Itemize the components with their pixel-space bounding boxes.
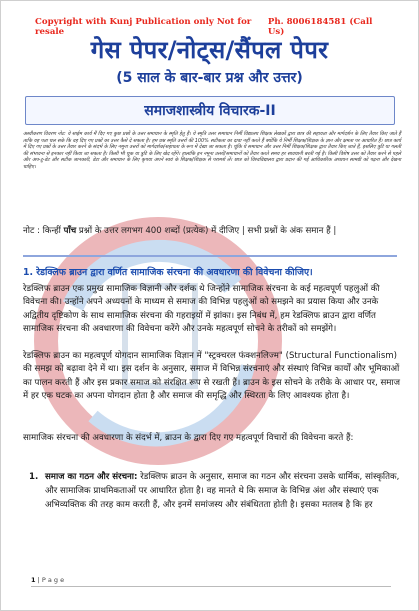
page-footer [31, 576, 64, 584]
divider-line [23, 255, 397, 257]
answer-paragraph-1: रेडक्लिफ ब्राउन एक प्रमुख सामाजिक विज्ञानी और दर्शक थे जिन्होंने सामाजिक संरचना के कई महत्वपूर्ण पहलुओं की विवेचना की। उन्होंने अपने अध्ययनों के माध्यम से समाज की विभिन्न पहलुओं को समझने का प्रयास किया और उनके अद्वितीय दृष्टिकोण के साथ सामाजिक संरचना की गहराइयों में झांका। इस निबंध में, हम रेडक्लिफ ब्राउन द्वारा वर्णित सामाजिक संरचना की अवधारणा की विवेचना करेंगे और उनके महत्वपूर्ण सोचने के तरीकों को समझेंगे। [23, 284, 380, 335]
answer-paragraph-3: सामाजिक संरचना की अवधारणा के संदर्भ में, ब्राउन के द्वारा दिए गए महत्वपूर्ण विचारों की विवेचना करते हैं: [23, 433, 354, 443]
instruction-note [23, 225, 401, 237]
kunj-publication-watermark-logo [33, 216, 283, 466]
copyright-text: Copyright with Kunj Publication only Not for resale [35, 17, 252, 37]
section-title-box [25, 96, 395, 125]
note-prefix: नोट : किन्हीं [23, 226, 64, 236]
phone-text: Ph. 8006184581 (Call Us) [267, 17, 373, 37]
footer-divider [31, 586, 391, 587]
list-item-text: रेडक्लिफ ब्राउन के अनुसार, समाज का गठन और संरचना उसके धार्मिक, सांस्कृतिक, और सामाजिक प्राथमिकताओं पर आधारित होता है। वह मानते थे कि समाज के विभिन्न अंश और संस्थाएं एक अभिव्यक्तिक की तरह काम करती हैं, और इनमें समांजस्य और संबंधितता होती है। इसका मतलब है कि हर [45, 472, 400, 510]
list-item-number: 1. [29, 472, 39, 482]
list-item [29, 470, 401, 512]
page-label: | P a g e [35, 576, 65, 584]
question-heading: 1. रेडक्लिफ ब्राउन द्वारा वर्णित सामाजिक संरचना की अवधारणा की विवेचना कीजिए। [23, 267, 313, 278]
main-title: गेस पेपर/नोट्स/सैंपल पेपर [90, 36, 329, 64]
answer-paragraph-2: रेडक्लिफ ब्राउन का महत्वपूर्ण योगदान सामाजिक विज्ञान में "स्ट्रक्चरल फंक्शनलिज्म" (Structural Functionalism) की समझ को बढ़ावा देने में था। इस दर्शन के अनुसार, समाज में विभिन्न संरचनाएं और संस्थाएं विभिन्न कार्यों और भूमिकाओं का पालन करती हैं और इस प्रकार समाज को संरक्षित रूप से रखती हैं। ब्राउन के इस सोचने के तरीके के आधार पर, समाज में हर एक घटक का अपना योगदान होता है और समाज की समृद्धि और स्थिरता के लिए आवश्यक होता है। [23, 351, 401, 402]
note-rest: प्रश्नों के उत्तर लगभग 400 शब्दों (प्रत्येक) में दीजिए | सभी प्रश्नों के अंक समान हैं | [76, 226, 337, 236]
note-count-word: पाँच [63, 226, 77, 236]
list-item-title: समाज का गठन और संरचना: [45, 472, 138, 482]
subtitle: (5 साल के बार-बार प्रश्न और उत्तर) [116, 70, 303, 86]
section-title: समाजशास्त्रीय विचारक-II [144, 103, 276, 119]
disclaimer-text: अस्वीकरण विवरण नोट: ये साईम कार्य मैं दिए गए कुछ प्रश्नों के उत्तर समाधान के स्मृति हेतु हैं। ये स्मृति उत्तर समाधान निर्मी विद्यालय शिक्षक लेखकों द्वारा छात्र की सहायता और मार्गदर्शन के लिए तैयार किए जाते हैं ताकि यह पता चल सके कि वह दिए गए प्रश्नों का उत्तर कैसे दे सकता है। हम प्रश्न स्मृति उत्तरों की 100% सटीकता का दावा नहीं करते हैं क्योंकि ये निर्मी शिक्षक/शिक्षक के ज्ञान और क्षमता पर आधारित हैं। छात्र कार्य में दिए गए प्रश्नों के उत्तर तैयार करने के संदर्भ के लिए नमूना उत्तरों को मार्गदर्शक/सहायता के रूप में देखा जा सकता है। चूंकि ये समाधान और उत्तर निर्मी शिक्षक/शिक्षक द्वारा तैयार किए जाते हैं, इसलिए त्रुटि या गलती की संभावना से इनकार नहीं किया जा सकता है। किसी भी चूक या त्रुटि के लिए खेद रहेंगे। हालांकि इन नमूना उत्तरों/समाधानों को तैयार करते समय हर सावधानी बरती गई है। किसी विशेष उत्तर को तैयार करने से पहले और अप-टू-डेट और सटीक जानकारी, डेटा और समाधान के लिए कृपया अपने स्वयं के शिक्षक/शिक्षक से परामर्श लें। छात्र को विश्वविद्यालय द्वारा प्रदान की गई आधिकारिक अध्ययन सामग्री को पढ़ना और देखना चाहिए। [23, 131, 401, 170]
page-number: 1 [31, 576, 36, 584]
list-item-body [45, 470, 401, 512]
